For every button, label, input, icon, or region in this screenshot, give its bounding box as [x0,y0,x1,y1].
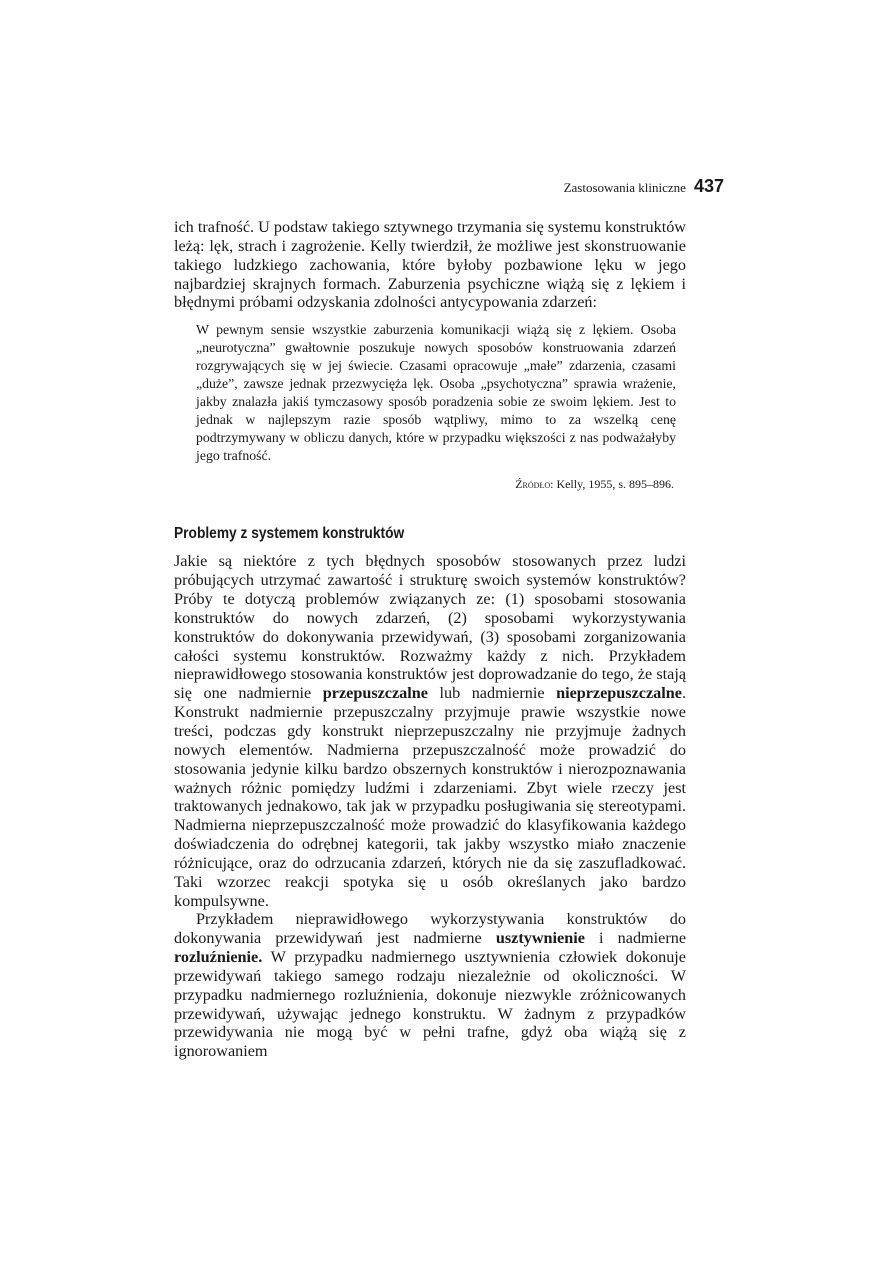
section-heading: Problemy z systemem konstruktów [174,525,405,543]
term-loosening: rozluźnienie. [174,948,263,967]
text-segment: Jakie są niektóre z tych błędnych sposobów stosowanych przez ludzi próbujących utrzymać zawartość i strukturę swoich systemów konstruktów? Próby te dotyczą problemów związanych ze: (1) sposobami stosowania konstruktów do nowych zdarzeń, (2) sposobami wykorzystywania konstruktów do dokonywania przewidywań, (3) sposobami zorganizowania całości systemu konstruktów. Rozważmy każdy z nich. Przykładem nieprawidłowego stosowania konstruktów jest doprowadzanie do tego, że stają się one nadmiernie [174,552,686,703]
term-tightening: usztywnienie [495,929,585,948]
running-header [564,176,724,197]
text-segment: lub nadmiernie [427,684,557,703]
running-title: Zastosowania kliniczne [563,180,686,195]
text-segment: i nadmierne [584,929,686,948]
block-quote [196,321,676,494]
paragraph-intro: ich trafność. U podstaw takiego sztywnego trzymania się systemu konstruktów leżą: lęk, strach i zagrożenie. Kelly twierdził, że możliwe jest skonstruowanie takiego ludzkiego zachowania, które byłoby pozbawione lęku w jego najbardziej skrajnych formach. Zaburzenia psychiczne wiążą się z lękiem i błędnymi próbami odzyskania zdolności antycypowania zdarzeń: [174,218,686,312]
quote-source [196,476,674,494]
paragraph-problems [174,552,686,910]
quote-text: W pewnym sensie wszystkie zaburzenia komunikacji wiążą się z lękiem. Osoba „neurotyczna” gwałtownie poszukuje nowych sposobów konstruowania zdarzeń rozgrywających się w jej świecie. Czasami opracowuje „małe” zdarzenia, czasami „duże”, zawsze jednak przezwycięża lęk. Osoba „psychotyczna” sprawia wrażenie, jakby znalazła jakiś tymczasowy sposób poradzenia sobie ze swoim lękiem. Jest to jednak w najlepszym razie sposób wątpliwy, mimo to za wszelką cenę podtrzymywany w obliczu danych, które w przypadku większości z nas podważałyby jego trafność. [196,322,676,463]
term-permeable: przepuszczalne [322,684,428,703]
page-number: 437 [693,176,724,196]
text-segment: Przykładem nieprawidłowego wykorzystywania konstruktów do dokonywania przewidywań jest nadmierne [174,910,686,948]
paragraph-predictions [174,910,686,1061]
term-impermeable: nieprzepuszczalne [556,684,682,703]
source-label: Źródło: [515,477,554,492]
text-segment: W przypadku nadmiernego usztywnienia człowiek dokonuje przewidywań takiego samego rodzaju niezależnie od okoliczności. W przypadku nadmiernego rozluźnienia, dokonuje niezwykle zróżnicowanych przewidywań, używając jednego konstruktu. W żadnym z przypadków przewidywania nie mogą być w pełni trafne, gdyż oba wiążą się z ignorowaniem [174,948,686,1061]
source-citation: Kelly, 1955, s. 895–896. [553,477,674,492]
text-segment: . Konstrukt nadmiernie przepuszczalny przyjmuje prawie wszystkie nowe treści, podczas gdy konstrukt nieprzepuszczalny nie przyjmuje żadnych nowych elementów. Nadmierna przepuszczalność może prowadzić do stosowania jedynie kilku bardzo obszernych konstruktów i nierozpoznawania ważnych różnic pomiędzy ludźmi i zdarzeniami. Zbyt wiele rzeczy jest traktowanych jednakowo, tak jak w przypadku posługiwania się stereotypami. Nadmierna nieprzepuszczalność może prowadzić do klasyfikowania każdego doświadczenia do odrębnej kategorii, tak jakby wszystko miało znaczenie różnicujące, oraz do odrzucania zdarzeń, których nie da się zaszufladkować. Taki wzorzec reakcji spotyka się u osób określanych jako bardzo kompulsywne. [174,684,686,910]
page-content [174,218,686,1061]
